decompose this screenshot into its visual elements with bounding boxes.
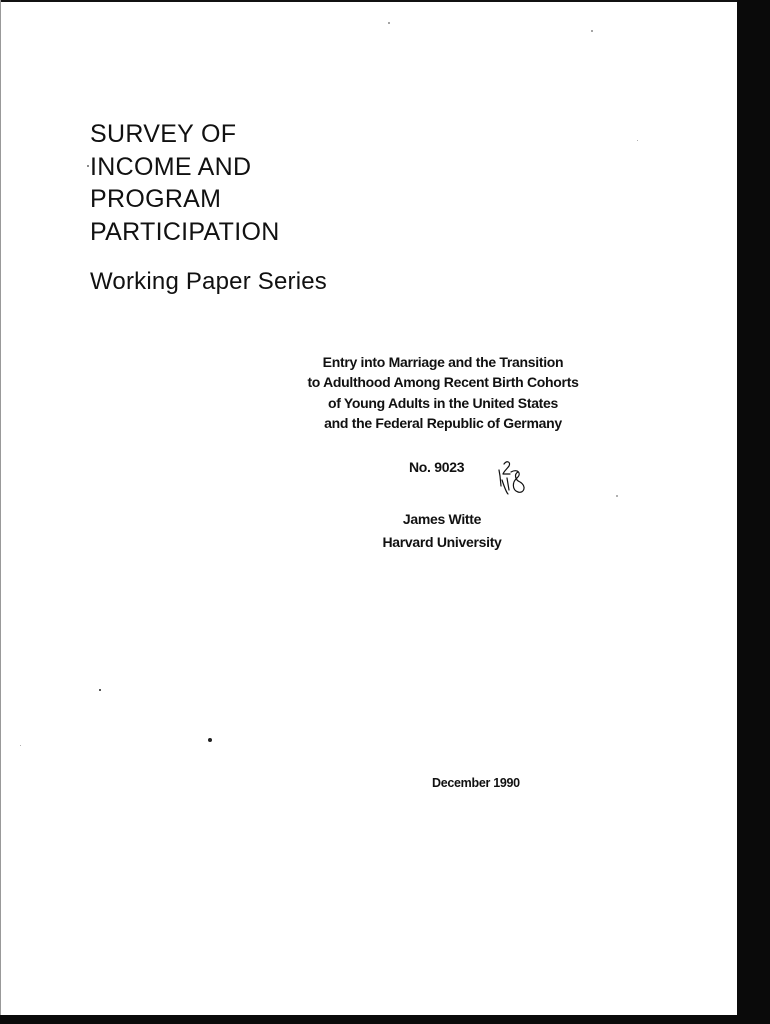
scan-speck [20, 745, 21, 746]
scan-speck [637, 140, 638, 141]
paper-title-line: Entry into Marriage and the Transition [322, 354, 564, 370]
series-subtitle: Working Paper Series [90, 268, 327, 295]
paper-number: No. 9023 [409, 459, 465, 475]
series-title-line: INCOME AND [90, 152, 252, 181]
handwritten-mark [490, 452, 536, 498]
series-title-line: SURVEY OF [90, 120, 237, 148]
scan-border-top [0, 0, 770, 2]
scan-speck [87, 165, 89, 167]
author-name: James Witte [402, 511, 482, 527]
scan-speck [591, 30, 593, 32]
author-affiliation: Harvard University [382, 534, 502, 550]
paper-title-line: and the Federal Republic of Germany [324, 414, 562, 431]
series-title-line: PROGRAM [90, 185, 222, 213]
paper-title [284, 352, 602, 433]
scan-border-right [737, 0, 770, 1024]
publication-date: December 1990 [432, 776, 520, 790]
scan-speck [388, 22, 390, 24]
scan-speck [99, 689, 101, 691]
scan-border-left [0, 0, 1, 1024]
scan-speck [616, 495, 618, 497]
scan-speck [208, 738, 212, 742]
scan-border-bottom [0, 1015, 770, 1024]
author-block [340, 508, 544, 554]
series-title-line: PARTICIPATION [90, 217, 280, 246]
series-title [90, 118, 280, 248]
paper-title-line: of Young Adults in the United States [327, 394, 559, 411]
paper-title-line: to Adulthood Among Recent Birth Cohorts [307, 374, 579, 391]
